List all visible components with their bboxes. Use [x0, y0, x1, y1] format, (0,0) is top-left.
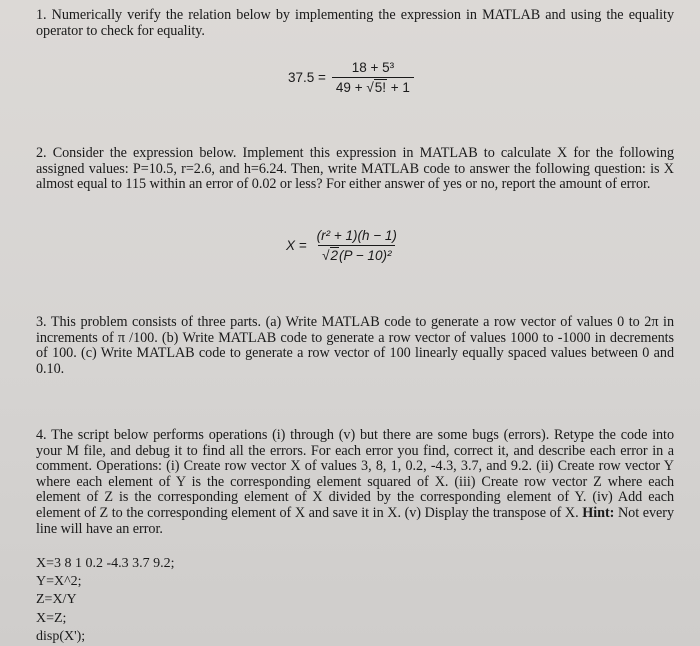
- code-line: X=3 8 1 0.2 -4.3 3.7 9.2;: [36, 556, 175, 571]
- code-line: disp(X');: [36, 628, 86, 644]
- question-3-text: 3. This problem consists of three parts. (a) Write MATLAB code to generate a row vector of values 0 to 2π in increments of π /100. (b) Write MATLAB code to generate a row vector of values 1000 to -1000 in decrements of 100. (c) Write MATLAB code to generate a row vector of 100 linearly equally spaced values between 0 and 0.10.: [36, 314, 674, 377]
- question-4-hint-text: Not every line will have an error.: [36, 504, 675, 537]
- equation-1-lhs: 37.5 =: [288, 70, 326, 85]
- matlab-code-block: [36, 555, 175, 646]
- equation-2-lhs: X =: [286, 238, 307, 253]
- equation-2-den-c: (P − 10)²: [339, 248, 392, 263]
- question-2-text: 2. Consider the expression below. Implement this expression in MATLAB to calculate X for the following assigned values: P=10.5, r=2.6, and h=6.24. Then, write MATLAB code to answer the following question: is X almost equal to 115 within an error of 0.02 or less? For either answer of yes or no, report the amount of error.: [36, 145, 674, 193]
- equation-2-den-a: √: [322, 248, 330, 263]
- equation-1-den-radicand: 5!: [374, 80, 386, 95]
- code-line: X=Z;: [36, 610, 67, 626]
- equation-1-den-a: 49 + √: [335, 80, 374, 95]
- equation-1-denominator: [332, 77, 414, 95]
- equation-1-den-c: + 1: [387, 80, 410, 95]
- equation-2-fraction: [313, 228, 401, 263]
- equation-1-fraction: [332, 60, 414, 95]
- question-1-equation: [288, 60, 414, 95]
- code-line: Z=X/Y: [36, 592, 77, 608]
- equation-2-numerator: (r² + 1)(h − 1): [316, 228, 397, 243]
- equation-2-den-radicand: 2: [330, 248, 339, 263]
- question-1-text: 1. Numerically verify the relation below by implementing the expression in MATLAB and using the equality operator to check for equality.: [36, 7, 674, 39]
- question-4-hint-label: Hint:: [582, 504, 615, 521]
- question-2-equation: [286, 228, 401, 263]
- code-line: Y=X^2;: [36, 574, 82, 590]
- equation-2-denominator: [318, 245, 395, 263]
- question-4-text: [36, 428, 674, 537]
- equation-1-numerator: 18 + 5³: [351, 60, 395, 75]
- question-4-body: 4. The script below performs operations (i) through (v) but there are some bugs (errors). Retype the code into your M file, and debug it to find all the errors. For each error you find, correct it, and describe each error in a comment. Operations: (i) Create row vector X of values 3, 8, 1, 0.2, -4.3, 3.7, and 9.2. (ii) Create row vector Y where each element of Y is the corresponding element squared of X. (iii) Create row vector Z where each element of Z is the corresponding element of X divided by the corresponding element of Y. (iv) Add each element of Z to the corresponding element of X and save it in X. (v) Display the transpose of X.: [36, 427, 674, 521]
